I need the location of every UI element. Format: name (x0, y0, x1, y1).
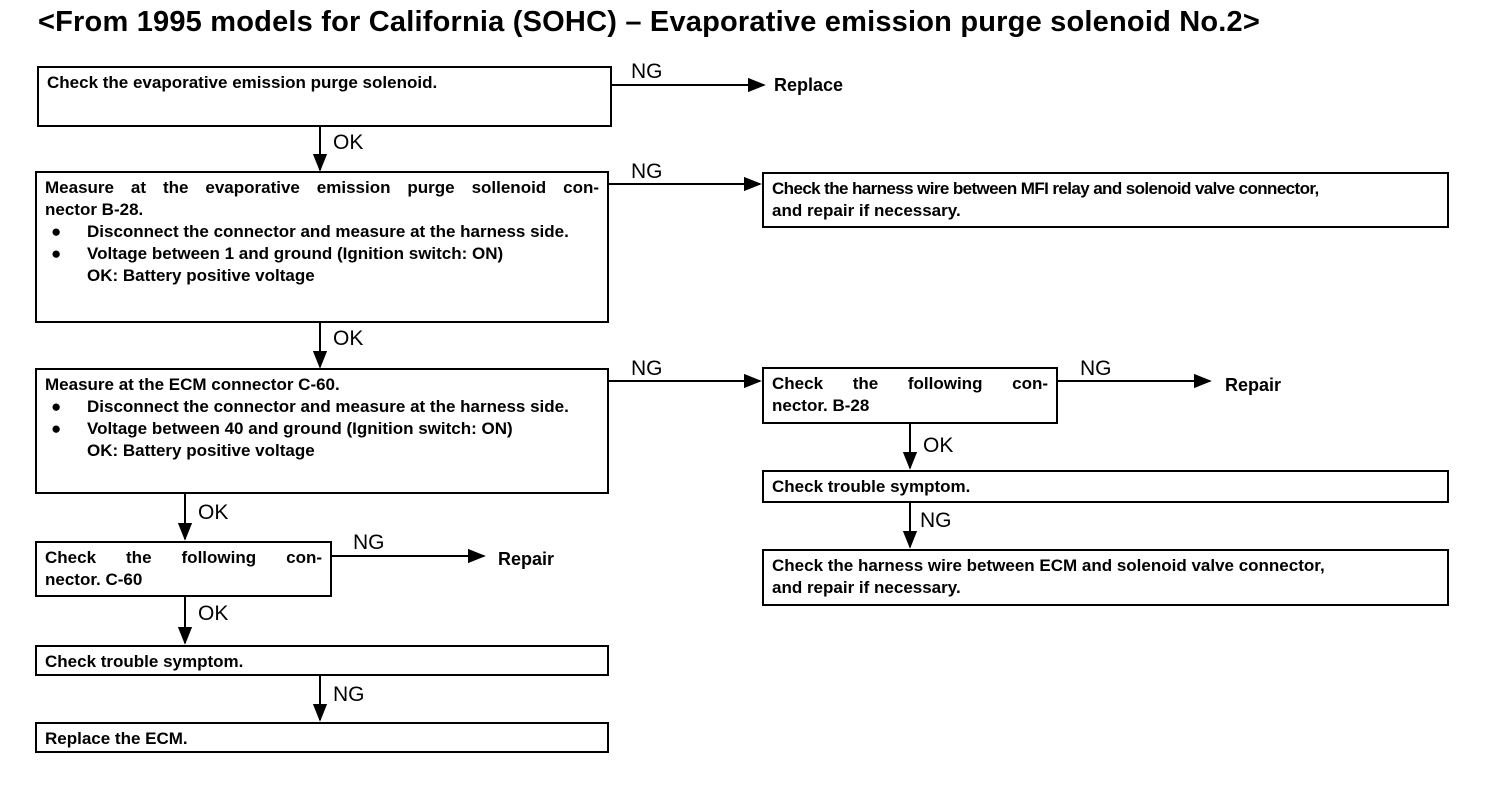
step-text: Check the evaporative emission purge solenoid. (47, 73, 438, 92)
bullet-text: Disconnect the connector and measure at the harness side. (87, 222, 569, 241)
step-check-harness-ecm (762, 549, 1449, 606)
step-text-line2: nector B-28. (45, 200, 144, 219)
bullet-text: Voltage between 40 and ground (Ignition switch: ON) (87, 419, 513, 438)
result-repair: Repair (498, 549, 555, 569)
step-check-trouble-symptom-right (762, 470, 1449, 503)
step-check-trouble-symptom (35, 645, 609, 676)
bullet-item (45, 243, 599, 265)
step-check-connector-b28 (762, 367, 1058, 424)
ng-label: NG (631, 160, 663, 183)
step-text: Check trouble symptom. (45, 652, 244, 671)
step-text-line1: Check the harness wire between MFI relay and solenoid valve connector, (772, 179, 1319, 198)
step-text-line2: and repair if necessary. (772, 201, 961, 220)
bullet-item (45, 418, 599, 440)
bullet-text: Disconnect the connector and measure at the harness side. (87, 397, 569, 416)
ok-label: OK (198, 602, 229, 625)
step-text-line1: Check the harness wire between ECM and solenoid valve connector, (772, 556, 1325, 575)
ok-criteria-value: Battery positive voltage (122, 441, 315, 460)
ng-label: NG (631, 60, 663, 83)
ok-criteria (45, 440, 599, 462)
step-text: Check trouble symptom. (772, 477, 971, 496)
bullet-icon: ● (51, 222, 62, 241)
result-replace: Replace (774, 75, 844, 95)
step-text-line1: Check the following con- (772, 374, 1048, 393)
result-repair: Repair (1225, 375, 1282, 395)
step-text-line2: nector. C-60 (45, 570, 143, 589)
step-text-line1: Check the following con- (45, 548, 322, 567)
ng-label: NG (920, 509, 952, 532)
step-text-line2: nector. B-28 (772, 396, 870, 415)
ok-criteria-label: OK: (87, 441, 119, 460)
bullet-icon: ● (51, 419, 62, 438)
ok-criteria-label: OK: (87, 266, 119, 285)
bullet-icon: ● (51, 244, 62, 263)
ok-label: OK (923, 434, 954, 457)
step-measure-b28 (35, 171, 609, 323)
ng-label: NG (1080, 357, 1112, 380)
ok-criteria-value: Battery positive voltage (122, 266, 315, 285)
step-check-connector-c60 (35, 541, 332, 597)
step-text-line2: and repair if necessary. (772, 578, 961, 597)
bullet-icon: ● (51, 397, 62, 416)
bullet-item (45, 221, 599, 243)
step-check-harness-mfi-relay (762, 172, 1449, 228)
step-text-line1: Measure at the ECM connector C-60. (45, 375, 340, 394)
step-text-line1: Measure at the evaporative emission purge sollenoid con- (45, 178, 599, 197)
page-title: <From 1995 models for California (SOHC) – Evaporative emission purge solenoid No.2> (38, 6, 1261, 38)
ok-label: OK (198, 501, 229, 524)
ok-criteria (45, 265, 599, 287)
ng-label: NG (353, 531, 385, 554)
step-text: Replace the ECM. (45, 729, 188, 748)
step-check-purge-solenoid (37, 66, 612, 127)
bullet-text: Voltage between 1 and ground (Ignition switch: ON) (87, 244, 504, 263)
ng-label: NG (333, 683, 365, 706)
ng-label: NG (631, 357, 663, 380)
ok-label: OK (333, 327, 364, 350)
step-replace-ecm (35, 722, 609, 753)
bullet-item (45, 396, 599, 418)
ok-label: OK (333, 131, 364, 154)
step-measure-c60 (35, 368, 609, 494)
